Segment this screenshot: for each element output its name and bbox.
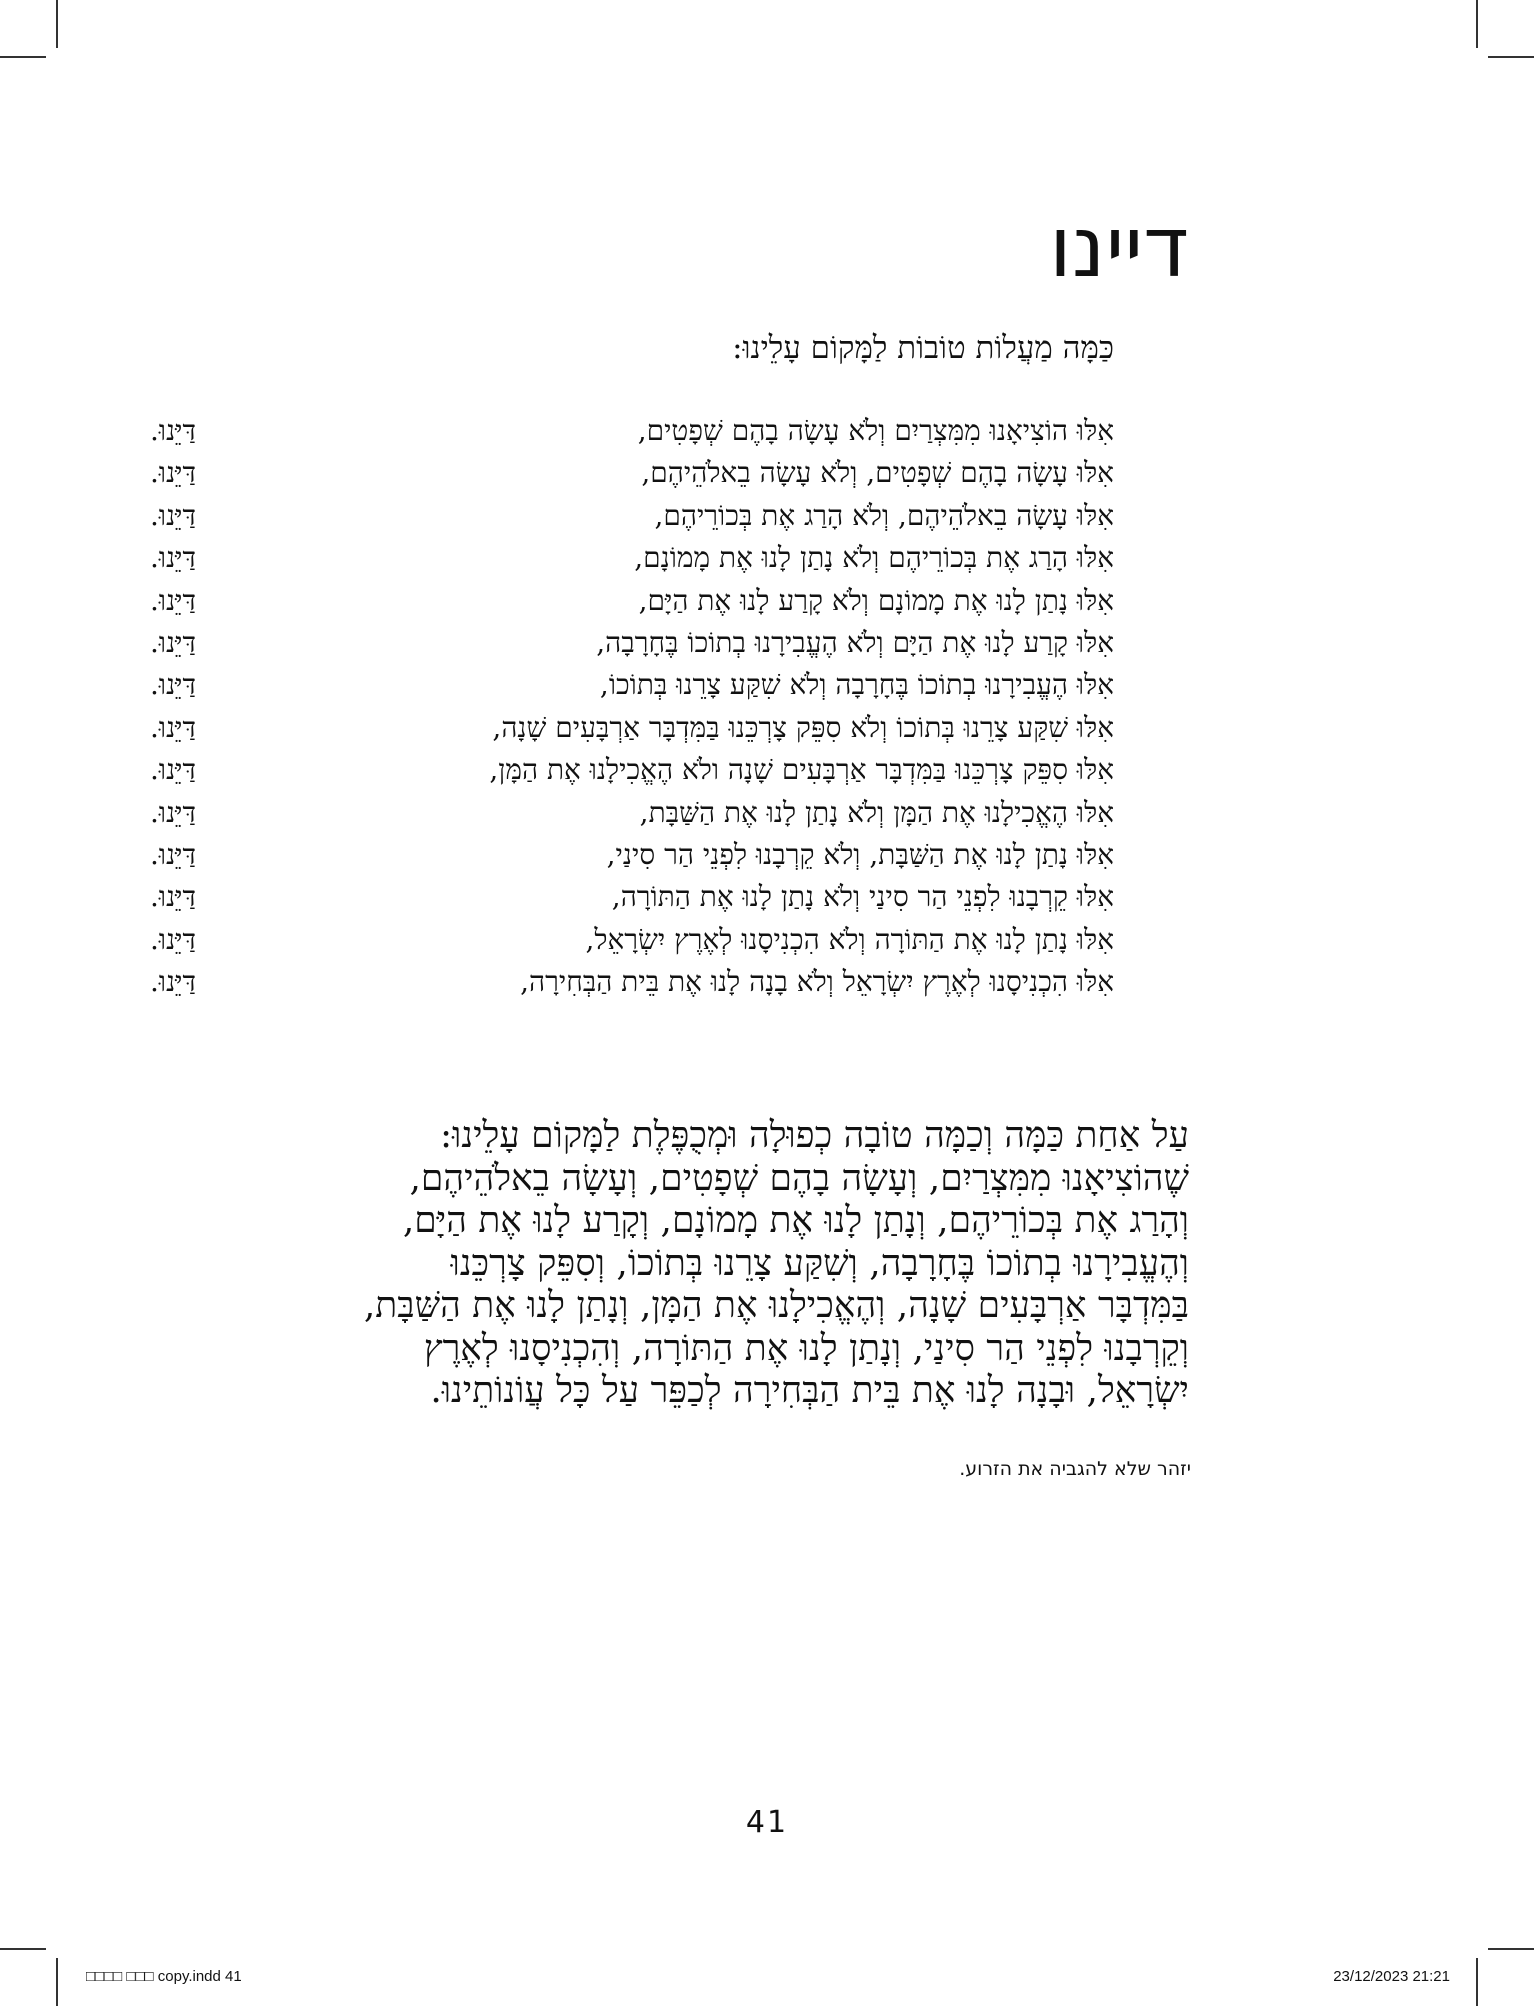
crop-mark-top-right-vertical <box>1476 0 1478 48</box>
print-slug-timestamp: 23/12/2023 21:21 <box>1333 1968 1450 1985</box>
crop-mark-bottom-left-horizontal <box>0 1948 46 1950</box>
stanza-refrain: דַּיֵּנוּ. <box>150 414 196 447</box>
crop-mark-top-right-horizontal <box>1488 56 1534 58</box>
stanza-text: אִלּוּ קָרַע לָנוּ אֶת הַיָּם וְלֹא הֶעֱבִירָנוּ בְתוֹכוֹ בֶּחָרָבָה, <box>596 625 1114 659</box>
stanza-refrain: דַּיֵּנוּ. <box>150 837 196 871</box>
stanza-refrain: דַּיֵּנוּ. <box>150 710 196 744</box>
stanza-text: אִלּוּ קֵרְבָנוּ לִפְנֵי הַר סִינַי וְלֹא נָתַן לָנוּ אֶת הַתּוֹרָה, <box>611 880 1114 914</box>
stanza-text: אִלּוּ הֶאֱכִילָנוּ אֶת הַמָּן וְלֹא נָתַן לָנוּ אֶת הַשַּׁבָּת, <box>639 795 1114 829</box>
stanza-text: אִלּוּ נָתַן לָנוּ אֶת הַתּוֹרָה וְלֹא הִכְנִיסָנוּ לְאֶרֶץ יִשְׂרָאֵל, <box>585 922 1114 956</box>
summary-paragraph <box>364 1115 1189 1413</box>
intro-line: כַּמָּה מַעֲלוֹת טוֹבוֹת לַמָּקוֹם עָלֵינוּ: <box>732 330 1114 366</box>
stanza-refrain: דַּיֵּנוּ. <box>150 922 196 956</box>
dayenu-stanza-list <box>150 410 1114 1003</box>
summary-line: יִשְׂרָאֵל, וּבָנָה לָנוּ אֶת בֵּית הַבְּחִירָה לְכַפֵּר עַל כָּל עֲוֹנוֹתֵינוּ. <box>430 1370 1189 1411</box>
stanza-refrain: דַּיֵּנוּ. <box>150 753 196 787</box>
stanza-row <box>150 622 1114 664</box>
stanza-refrain: דַּיֵּנוּ. <box>150 625 196 659</box>
stanza-refrain: דַּיֵּנוּ. <box>150 583 196 617</box>
stanza-row <box>150 452 1114 494</box>
stanza-text: אִלּוּ סִפֵּק צָרְכֵּנוּ בַּמִּדְבָּר אַרְבָּעִים שָׁנָה ולֹא הֶאֱכִילָנוּ אֶת הַמָּן, <box>489 753 1114 787</box>
stanza-refrain: דַּיֵּנוּ. <box>150 456 196 490</box>
stanza-text: אִלּוּ נָתַן לָנוּ אֶת מָמוֹנָם וְלֹא קָרַע לָנוּ אֶת הַיָּם, <box>638 583 1114 617</box>
stanza-row <box>150 919 1114 961</box>
summary-line: שֶׁהוֹצִיאָנוּ מִמִּצְרַיִם, וְעָשָׂה בָהֶם שְׁפָטִים, וְעָשָׂה בֵאלֹהֵיהֶם, <box>409 1157 1189 1199</box>
instruction-note: יזהר שלא להגביה את הזרוע. <box>959 1458 1191 1480</box>
summary-line: עַל אַחַת כַּמָּה וְכַמָּה טוֹבָה כְפוּלָה וּמְכֻפֶּלֶת לַמָּקוֹם עָלֵינוּ: <box>440 1115 1189 1156</box>
crop-mark-bottom-right-horizontal <box>1488 1948 1534 1950</box>
stanza-text: אִלּוּ שִׁקַּע צָרֵנוּ בְּתוֹכוֹ וְלֹא סִפֵּק צָרְכֵּנוּ בַּמִּדְבָּר אַרְבָּעִים שָׁנָה, <box>492 710 1114 744</box>
stanza-row <box>150 410 1114 452</box>
stanza-text: אִלּוּ הָרַג אֶת בְּכוֹרֵיהֶם וְלֹא נָתַן לָנוּ אֶת מָמוֹנָם, <box>634 541 1114 575</box>
stanza-text: אִלּוּ עָשָׂה בָהֶם שְׁפָטִים, וְלֹא עָשָׂה בֵאלֹהֵיהֶם, <box>641 456 1114 490</box>
stanza-row <box>150 749 1114 791</box>
stanza-refrain: דַּיֵּנוּ. <box>150 498 196 532</box>
crop-mark-bottom-left-vertical <box>56 1958 58 2006</box>
stanza-row <box>150 495 1114 537</box>
crop-mark-bottom-right-vertical <box>1476 1958 1478 2006</box>
stanza-refrain: דַּיֵּנוּ. <box>150 541 196 575</box>
page-title: דיינו <box>1049 198 1189 296</box>
stanza-refrain: דַּיֵּנוּ. <box>150 880 196 914</box>
stanza-text: אִלּוּ עָשָׂה בֵאלֹהֵיהֶם, וְלֹא הָרַג אֶת בְּכוֹרֵיהֶם, <box>654 498 1114 532</box>
stanza-row <box>150 537 1114 579</box>
summary-line: בַּמִּדְבָּר אַרְבָּעִים שָׁנָה, וְהֶאֱכִילָנוּ אֶת הַמָּן, וְנָתַן לָנוּ אֶת הַשַּׁבָּת, <box>363 1285 1189 1326</box>
summary-line: וְהֶעֱבִירָנוּ בְתוֹכוֹ בֶּחָרָבָה, וְשִׁקַּע צָרֵנוּ בְּתוֹכוֹ, וְסִפֵּק צָרְכֵּנוּ <box>450 1242 1189 1284</box>
crop-mark-top-left-vertical <box>56 0 58 48</box>
stanza-row <box>150 707 1114 749</box>
stanza-row <box>150 961 1114 1003</box>
stanza-row <box>150 876 1114 918</box>
stanza-refrain: דַּיֵּנוּ. <box>150 965 196 999</box>
stanza-row <box>150 834 1114 876</box>
stanza-row <box>150 664 1114 706</box>
crop-mark-top-left-horizontal <box>0 56 46 58</box>
stanza-text: אִלּוּ הִכְנִיסָנוּ לְאֶרֶץ יִשְׂרָאֵל וְלֹא בָנָה לָנוּ אֶת בֵּית הַבְּחִירָה, <box>520 965 1114 999</box>
summary-line: וְהָרַג אֶת בְּכוֹרֵיהֶם, וְנָתַן לָנוּ אֶת מָמוֹנָם, וְקָרַע לָנוּ אֶת הַיָּם, <box>402 1200 1189 1241</box>
stanza-refrain: דַּיֵּנוּ. <box>150 668 196 702</box>
stanza-refrain: דַּיֵּנוּ. <box>150 795 196 829</box>
print-slug-filename: □□□□ □□□ copy.indd 41 <box>86 1968 242 1985</box>
stanza-text: אִלּוּ הוֹצִיאָנוּ מִמִּצְרַיִם וְלֹא עָשָׂה בָהֶם שְׁפָטִים, <box>637 414 1114 447</box>
stanza-row <box>150 792 1114 834</box>
stanza-text: אִלּוּ הֶעֱבִירָנוּ בְתוֹכוֹ בֶּחָרָבָה וְלֹא שִׁקַּע צָרֵנוּ בְּתוֹכוֹ, <box>599 668 1114 702</box>
summary-line: וְקֵרְבָנוּ לִפְנֵי הַר סִינַי, וְנָתַן לָנוּ אֶת הַתּוֹרָה, וְהִכְנִיסָנוּ לְאֶרֶץ <box>423 1327 1189 1369</box>
stanza-text: אִלּוּ נָתַן לָנוּ אֶת הַשַּׁבָּת, וְלֹא קֵרְבָנוּ לִפְנֵי הַר סִינַי, <box>606 837 1114 871</box>
stanza-row <box>150 580 1114 622</box>
page-number: 41 <box>745 1805 789 1840</box>
